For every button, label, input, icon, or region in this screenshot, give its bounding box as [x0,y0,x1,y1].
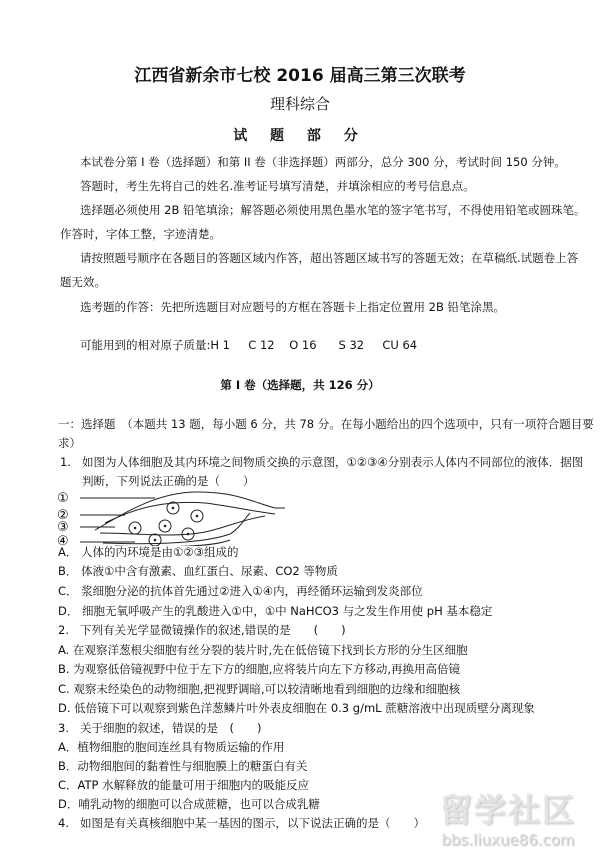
instruction-line: 作答时，字体工整，字迹清楚。 [60,227,221,241]
question-text: 下列有关光学显微镜操作的叙述,错误的是 ( ) [80,623,346,637]
option: C. 观察未经染色的动物细胞,把视野调暗,可以较清晰地看到细胞的边缘和细胞核 [58,682,461,696]
figure-label: ② [57,508,69,523]
watermark [440,785,576,848]
instruction-line: 选择题必须使用 2B 铅笔填涂；解答题必须使用黑色墨水笔的签字笔书写，不得使用铅笔或圆珠笔。 [80,203,586,217]
figure-label: ④ [57,534,69,546]
question-text: 如图是有关真核细胞中某一基因的图示，以下说法正确的是（ ） [80,816,425,830]
instruction-line: 选考题的作答：先把所选题目对应题号的方框在答题卡上指定位置用 2B 铅笔涂黑。 [80,300,506,314]
question-text: 如图为人体细胞及其内环境之间物质交换的示意图，①②③④分别表示人体内不同部位的液体．据图 [82,455,584,469]
question-text: 关于细胞的叙述，错误的是 ( ) [80,721,262,735]
watermark-logo: 留学社区 [440,791,577,829]
section1-intro: 求） [58,436,81,450]
option: C．ATP 水解释放的能量可用于细胞内的吸能反应 [58,778,310,792]
watermark-url: bbs.liuxue86.com [441,831,575,848]
question-number: 4. [58,816,69,830]
option: B. 为观察低倍镜视野中位于左下方的细胞,应将装片向左下方移动,再换用高倍镜 [58,662,461,676]
question-number: 3. [58,721,69,735]
figure-label: ① [57,491,69,506]
exam-title: 江西省新余市七校 2016 届高三第三次联考 [134,66,466,86]
question-text: 判断，下列说法正确的是（ ） [82,474,255,488]
question-number: 1. [60,455,71,469]
option: A． 人体的内环境是由①②③组成的 [58,545,239,559]
section-heading: 试 题 部 分 [233,128,367,144]
part1-title: 第 I 卷（选择题，共 126 分） [220,378,380,392]
instruction-line: 题无效。 [60,275,106,289]
instruction-line: 本试卷分第 I 卷（选择题）和第 II 卷（非选择题）两部分，总分 300 分，考试时间 150 分钟。 [80,155,566,169]
exam-subtitle: 理科综合 [269,95,330,113]
option: B． 体液①中含有激素、血红蛋白、尿素、CO2 等物质 [58,564,338,578]
option: D. 低倍镜下可以观察到紫色洋葱鳞片叶外表皮细胞在 0.3 g/mL 蔗糖溶液中出现质壁分离现象 [58,701,535,715]
body-fluid-diagram [55,488,285,546]
option: A．植物细胞的胞间连丝具有物质运输的作用 [58,740,285,754]
option: C． 浆细胞分泌的抗体首先通过②进入①④内，再经循环运输到发炎部位 [58,584,423,598]
option: A. 在观察洋葱根尖细胞有丝分裂的装片时,先在低倍镜下找到长方形的分生区细胞 [58,643,468,657]
instruction-line: 请按照题号顺序在各题目的答题区域内作答，超出答题区域书写的答题无效；在草稿纸.试题卷上答 [80,251,579,265]
atomic-mass: 可能用到的相对原子质量:H 1 C 12 O 16 S 32 CU 64 [80,338,418,352]
option: D． 细胞无氧呼吸产生的乳酸进入①中，①中 NaHCO3 与之发生作用使 pH 基本稳定 [58,604,493,618]
figure-label: ③ [57,520,69,535]
question-number: 2. [58,623,69,637]
section1-intro: 一：选择题 （本题共 13 题，每小题 6 分，共 78 分。在每小题给出的四个选项中，只有一项符合题目要 [58,417,594,431]
option: B．动物细胞间的黏着性与细胞膜上的糖蛋白有关 [58,759,308,773]
instruction-line: 答题时，考生先将自己的姓名.准考证号填写清楚，并填涂相应的考号信息点。 [80,179,475,193]
option: D．哺乳动物的细胞可以合成蔗糖，也可以合成乳糖 [58,797,320,811]
